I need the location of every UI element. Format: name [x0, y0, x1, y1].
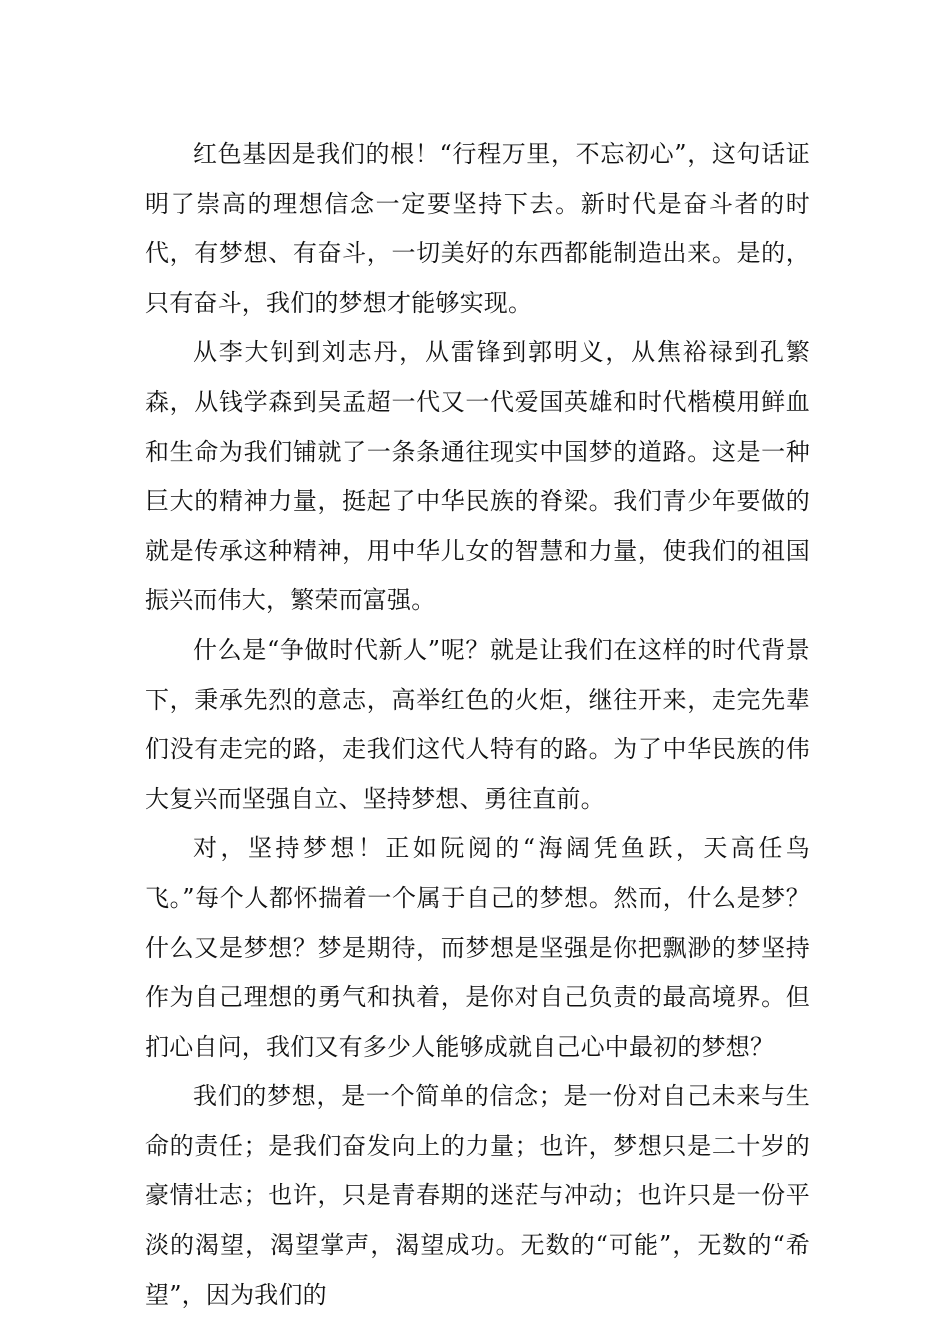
paragraph-4: 对，坚持梦想！正如阮阅的“海阔凭鱼跃，天高任鸟飞。”每个人都怀揣着一个属于自己的梦想。然而，什么是梦？什么又是梦想？梦是期待，而梦想是坚强是你把飘渺的梦坚持作为自己理想的勇气和执着，是你对自己负责的最高境界。但扪心自问，我们又有多少人能够成就自己心中最初的梦想？ — [145, 834, 810, 1061]
paragraph-5: 我们的梦想，是一个简单的信念；是一份对自己未来与生命的责任；是我们奋发向上的力量；也许，梦想只是二十岁的豪情壮志；也许，只是青春期的迷茫与冲动；也许只是一份平淡的渴望，渴望掌声，渴望成功。无数的“可能”，无数的“希望”，因为我们的 — [145, 1082, 810, 1309]
paragraph-3: 什么是“争做时代新人”呢？就是让我们在这样的时代背景下，秉承先烈的意志，高举红色的火炬，继往开来，走完先辈们没有走完的路，走我们这代人特有的路。为了中华民族的伟大复兴而坚强自立、坚持梦想、勇往直前。 — [145, 635, 810, 813]
paragraph-1: 红色基因是我们的根！“行程万里，不忘初心”，这句话证明了崇高的理想信念一定要坚持下去。新时代是奋斗者的时代，有梦想、有奋斗，一切美好的东西都能制造出来。是的，只有奋斗，我们的梦想才能够实现。 — [145, 140, 810, 317]
paragraph-2: 从李大钊到刘志丹，从雷锋到郭明义，从焦裕禄到孔繁森，从钱学森到吴孟超一代又一代爱国英雄和时代楷模用鲜血和生命为我们铺就了一条条通往现实中国梦的道路。这是一种巨大的精神力量，挺起了中华民族的脊梁。我们青少年要做的就是传承这种精神，用中华儿女的智慧和力量，使我们的祖国振兴而伟大，繁荣而富强。 — [145, 338, 810, 615]
document-body — [145, 130, 810, 1320]
